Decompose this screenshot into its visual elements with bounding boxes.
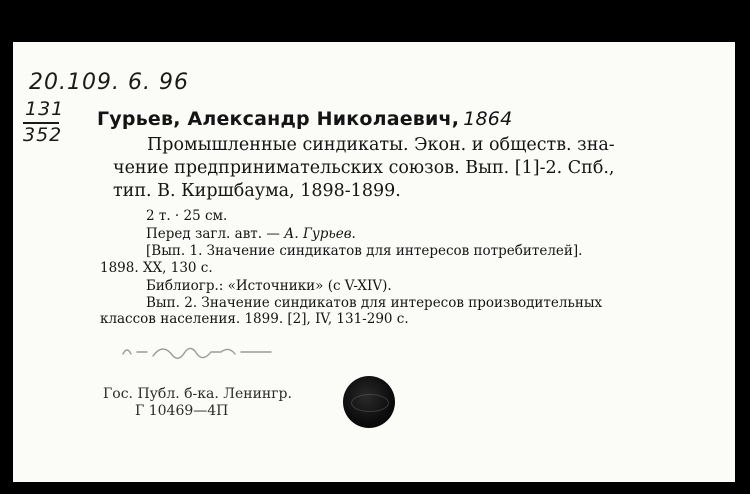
volume-2-line-a: Вып. 2. Значение синдикатов для интересов производительных (146, 295, 603, 311)
handwritten-call-number: 20.109. 6. 96 (29, 70, 189, 95)
volume-2-line-b: классов населения. 1899. [2], IV, 131-290 с. (100, 311, 409, 327)
library-stamp (103, 386, 292, 420)
title-line-3: тип. В. Киршбаума, 1898-1899. (113, 181, 401, 201)
volume-1-line-a: [Вып. 1. Значение синдикатов для интересов потребителей]. (146, 243, 583, 259)
title-line-2: чение предпринимательских союзов. Вып. [1]-2. Спб., (113, 158, 615, 178)
author-heading (97, 108, 512, 130)
handwritten-shelf-bottom: 352 (23, 124, 63, 146)
volume-1-line-b: 1898. XX, 130 с. (100, 260, 213, 276)
library-seal (343, 376, 395, 428)
faint-handwritten-mark (121, 338, 291, 362)
note-author: А. Гурьев. (284, 226, 356, 242)
author-birth-year: 1864 (463, 108, 513, 130)
bibliography-line: Библиогр.: «Источники» (с V-XIV). (146, 278, 392, 294)
title-line-1: Промышленные синдикаты. Экон. и обществ. зна- (147, 135, 615, 155)
handwritten-shelf-top: 131 (25, 98, 65, 120)
stamp-line-1: Гос. Публ. б-ка. Ленингр. (103, 386, 292, 402)
note-prefix: Перед загл. авт. — (146, 226, 280, 242)
catalog-card (13, 42, 735, 482)
extent-line: 2 т. · 25 см. (146, 208, 228, 224)
note-line (146, 226, 356, 243)
stamp-line-2: Г 10469—4П (135, 403, 229, 419)
author-name: Гурьев, Александр Николаевич, (97, 108, 460, 130)
title-block (113, 134, 673, 203)
